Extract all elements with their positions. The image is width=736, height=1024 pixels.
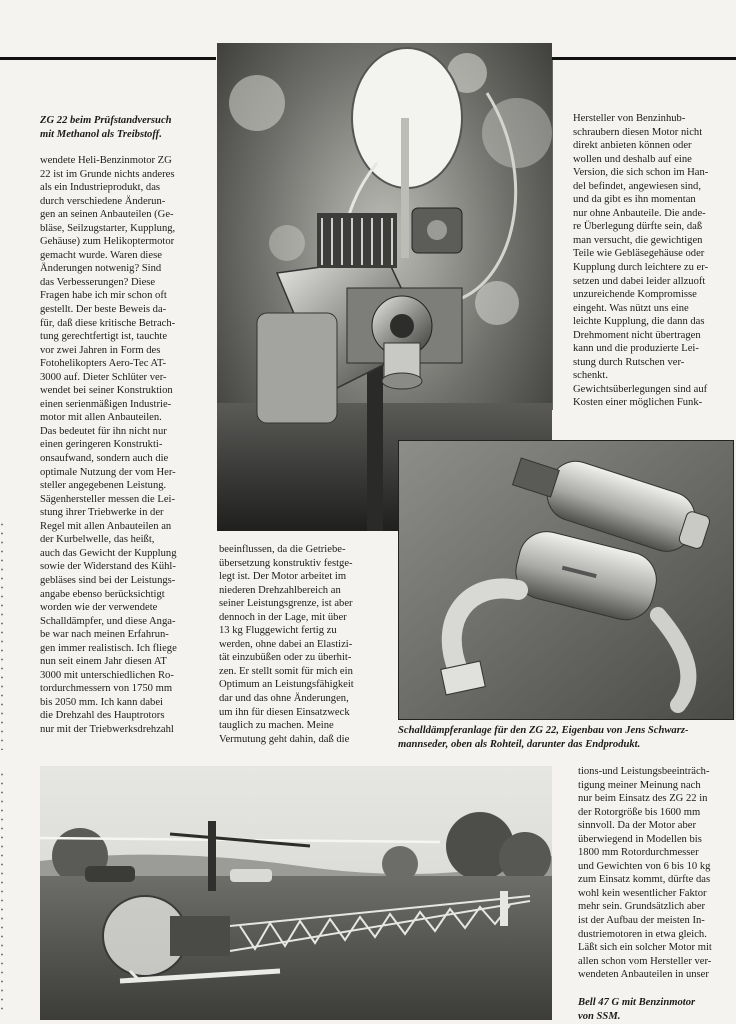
left-column-text: wendete Heli-Benzinmotor ZG 22 ist im Grunde nichts anderes als ein Industrieprodukt, das durch verschiedene Änderun- gen an seinen Anbauteilen (Ge- bläse, Seilzugstarter, Kupplung, Gehäuse) zum Helikoptermotor gemacht wurde. Waren diese Änderungen notwenig? Sind das Verbesserungen? Diese Fragen habe ich mir schon oft gestellt. Der beste Beweis da- für, daß diese kritische Betrach- tung gerechtfertigt ist, tauchte vor zwei Jahren in Form des Fotohelikopters Aero-Tec AT- 3000 auf. Dieter Schlüter ver- wendet bei seiner Konstruktion einen serienmäßigen Industrie- motor mit allen Anbauteilen. Das bedeutet für ihn nicht nur einen geringeren Konstrukti- onsaufwand, sondern auch die optimale Nutzung der vom Her- steller angegebenen Leistung. Sägenhersteller messen die Lei- stung ihrer Triebwerke in der Regel mit allen Anbauteilen an der Kurbelwelle, das heißt, auch das Gewicht der Kupplung sowie der Widerstand des Kühl- gebläses sind bei der Leistungs- angabe ebenso berücksichtigt worden wie der verwendete Schalldämpfer, und diese Anga- be war nach meinen Erfahrun- gen immer realistisch. Ich fliege nun seit einem Jahr diesen AT 3000 mit unterschiedlichen Ro- tordurchmessern von 1750 mm bis 2050 mm. Ich kann dabei die Drehzahl des Hauptrotors nur mit der Triebwerksdrehzahl <box>40 155 177 735</box>
top-rule-right <box>552 57 736 60</box>
middle-column-text: beeinflussen, da die Getriebe- übersetzung konstruktiv festge- legt ist. Der Motor arbeitet im niederen Drehzahlbereich an seiner Leistungsgrenze, ist aber dennoch in der Lage, mit über 13 kg Fluggewicht fertig zu werden, ohne dabei an Elastizi- tät einzubüßen oder zu überhit- zen. Er stellt somit für mich ein Optimum an Leistungsfähigkeit dar und das ohne Änderungen, um ihn für diesen Einsatzweck tauglich zu machen. Meine Vermutung geht dahin, daß die <box>219 544 354 745</box>
muffler-photo <box>398 440 734 720</box>
middle-column-rule <box>552 60 553 410</box>
right-column-text-bottom: tions-und Leistungsbeeinträch- tigung meiner Meinung nach nur beim Einsatz des ZG 22 in der Rotorgröße bis 1600 mm sinnvoll. Da der Motor aber überwiegend in Modellen bis 1800 mm Rotordurchmesser und Gewichten von 6 bis 10 kg zum Einsatz kommt, dürfte das wohl kein wesentlicher Faktor mehr sein. Grundsätzlich aber ist der Aufbau der meisten In- dustriemotoren in etwa gleich. Läßt sich ein solcher Motor mit allen schon vom Hersteller ver- wendeten Anbauteilen in unser <box>578 766 712 981</box>
muffler-caption: Schalldämpferanlage für den ZG 22, Eigenbau von Jens Schwarz- mannseder, oben als Rohteil, darunter das Endprodukt. <box>398 725 689 750</box>
engine-test-caption: ZG 22 beim Prüfstandversuch mit Methanol als Treibstoff. <box>40 115 172 140</box>
top-rule-left <box>0 57 216 60</box>
margin-dots-bottom <box>0 770 4 1010</box>
margin-dots-top <box>0 520 4 750</box>
bell-caption: Bell 47 G mit Benzinmotor von SSM. <box>578 997 696 1022</box>
bell-helicopter-photo <box>40 766 552 1020</box>
right-column-text-top: Hersteller von Benzinhub- schraubern diesen Motor nicht direkt anbieten können oder wollen und deshalb auf eine Version, die sich schon im Han- del befindet, angewiesen sind, und da gibt es ihn momentan nur ohne Anbauteile. Die ande- re Überlegung dürfte sein, daß man versucht, die gewichtigen Teile wie Gebläsegehäuse oder Kupplung durch leichtere zu er- setzen und dabei leider allzuoft unzureichende Kompromisse eingeht. Was nützt uns eine leichte Kupplung, die dann das Drehmoment nicht übertragen kann und die produzierte Lei- stung durch Rutschen ver- schenkt. Gewichtsüberlegungen sind auf Kosten einer möglichen Funk- <box>573 113 709 409</box>
